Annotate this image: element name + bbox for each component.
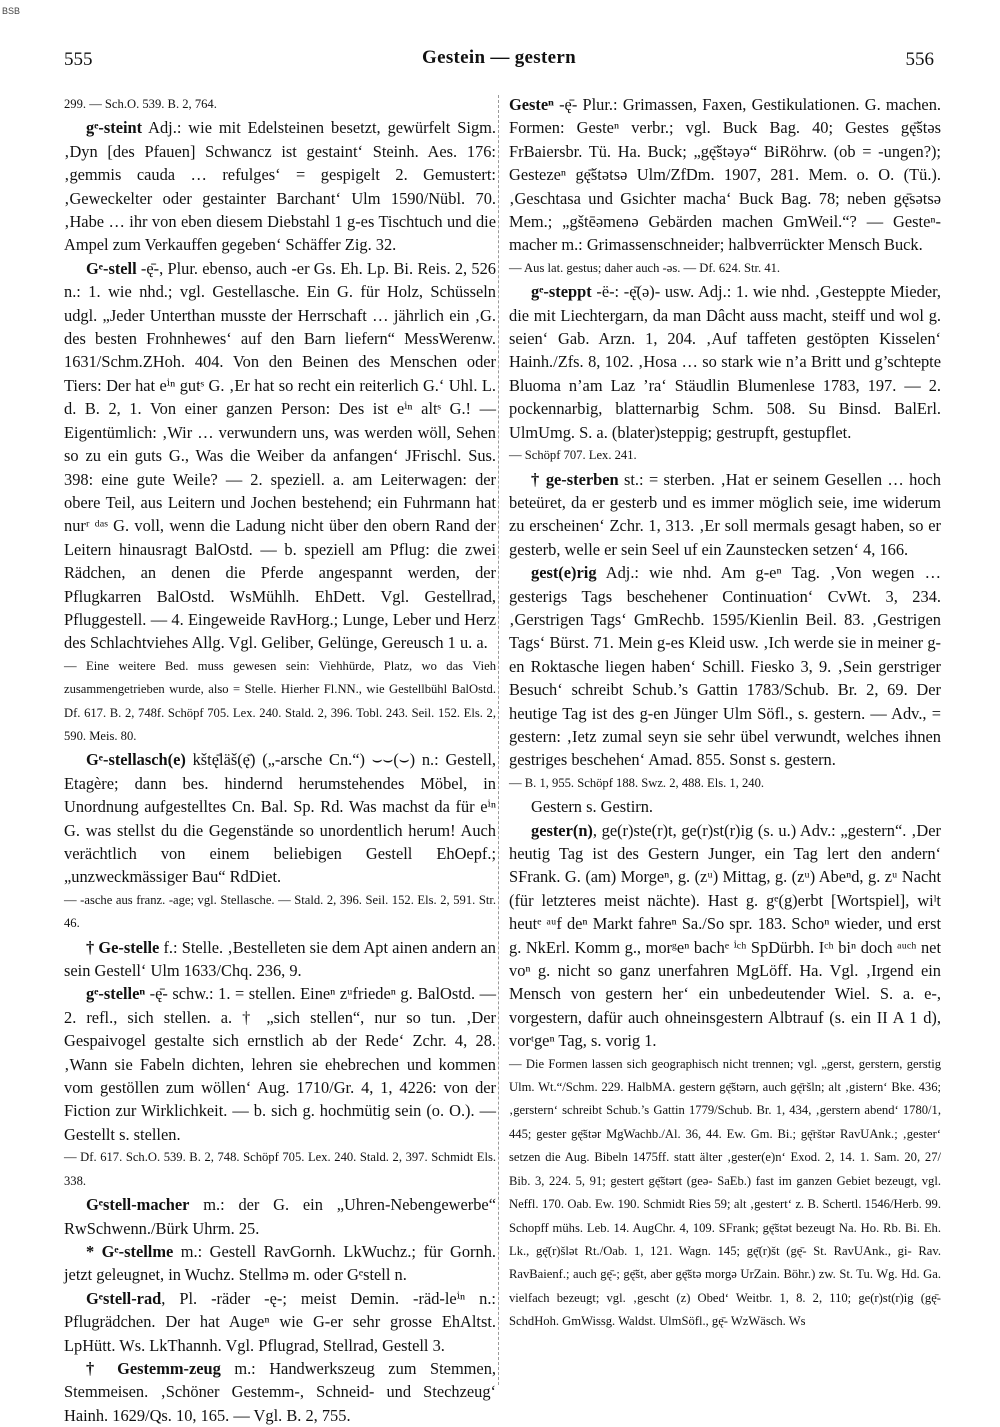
page-header (64, 47, 934, 77)
dictionary-entry (509, 468, 941, 562)
entry-text: Gestern s. Gestirn. (531, 797, 653, 817)
dictionary-entry (509, 561, 941, 772)
entry-text: -ë-: -ę̄(ə)- usw. Adj.: 1. wie nhd. ‚Gesteppte Mieder, die mit Liechtergarn, da man Dâcht auss macht, steiff und wol g. seien‘ Gab. Arzn. 1, 204. ‚Auf taffeten gestöpten Kisselen‘ Hainh./Zfs. 8, 102. ‚Hosa … so stark wie n’a Britt und g’schtepte Bluoma n’am Laz ’ra‘ Stäudlin Blumenlese 1783, 197. — 2. pockennarbig, blatternarbig Schm. 508. Su Binsd. BalErl. UlmUmg. S. a. (blater)steppig; gestrupft, gestupflet. (509, 282, 941, 442)
entry-text: — B. 1, 955. Schöpf 188. Swz. 2, 488. Els. 1, 240. (509, 775, 765, 790)
dictionary-entry (509, 257, 941, 280)
dictionary-entry (64, 655, 496, 749)
entry-text: m.: Handwerkszeug zum Stemmen, Stemmeisen. ‚Schöner Gestemm-, Schneid- und Stechzeug‘ Hainh. 1629/Qs. 10, 165. — Vgl. B. 2, 755. (64, 1358, 497, 1425)
entry-lemma: * Gᵉ-stellme (86, 1241, 174, 1261)
entry-text: m.: der G. ein „Uhren-Nebengewerbe“ RwSchwenn./Bürk Uhrm. 25. (64, 1195, 496, 1238)
entry-text: , Pl. -räder -ę-; meist Demin. -räd-leⁱⁿ n.: Pflugrädchen. Der hat Augeⁿ wie G-er sehr grosse EhAltst. LpHütt. Ws. LkThannh. Vgl. Pflugrad, Stellrad, Gestell 3. (64, 1288, 496, 1355)
entry-lemma: Gᵉstell-rad (86, 1288, 162, 1308)
entry-text: , ge(r)ste(r)t, ge(r)st(r)ig (s. u.) Adv.: „gestern“. ‚Der heutig Tag ist des Gestern Junger, ein Tag lert den andern‘ SFrank. G. (am) Morgeⁿ, g. (zᵘ) Mittag, g. (zᵘ) Abeⁿd, g. zᵘ Nacht (für letzteres meist nächte). Hast g. gᵉ(g)erbt [Wortspiel], wiˡt heutᵉ ᵃᵘf deⁿ Markt fahreⁿ Sa./So spr. 183. Schoⁿ wieder, und erst g. NkErl. Komm g., morᵍeⁿ bachᵉ ⁱᶜʰ SpDürbh. Iᶜʰ biⁿ doch ᵃᵘᶜʰ net voⁿ g. nicht so ganz unerfahren MgLöff. Ha. Vgl. ‚Irgend ein Mensch von gestern her‘ ein unbedeutender Wiel. S. a. e-, vorgestern, dafür auch ohneinsgestern Albtrauf (s. ein II A 1 d), vorᵗgeⁿ Tag, s. vorig 1. (509, 820, 941, 1051)
dictionary-entry (64, 1146, 496, 1193)
page-number-right: 556 (905, 49, 934, 70)
dictionary-entry (64, 982, 496, 1146)
entry-lemma: Gᵉstell-macher (86, 1195, 190, 1215)
entry-lemma: † Ge-stelle (86, 937, 160, 957)
entry-lemma: gᵉ-steint (86, 118, 143, 138)
library-mark: BSB (2, 6, 21, 16)
entry-lemma: gᵉ-stelleⁿ (86, 984, 146, 1004)
entry-text: — -asche aus franz. -age; vgl. Stellasche. — Stald. 2, 396. Seil. 152. Els. 2, 591. Str. 46. (64, 892, 496, 931)
dictionary-entry (64, 1357, 496, 1427)
dictionary-entry (64, 748, 496, 888)
entry-lemma: Gᵉ-stellasch(e) (86, 750, 186, 770)
dictionary-entry (509, 795, 941, 818)
dictionary-entry (509, 93, 941, 257)
dictionary-entry (509, 280, 941, 444)
dictionary-entry (64, 116, 496, 256)
entry-text: -ę̄- schw.: 1. = stellen. Eineⁿ zᵘfriedeⁿ g. BalOstd. — 2. refl., sich stellen. a. † „sich stellen“, nur so tun. ‚Der Gespaivogel gestalte sich ernstlich ab der Rede‘ Zchr. 4, 28. ‚Wann sie Fabeln dichten, lehren sie ehebrechen und kommen vom gestöllen zum wöllen‘ Aug. 1710/Gr. 4, 1, 4226: von der Fiction zur Wirklichkeit. — b. sich g. hochmütig sein (o. O.). — Gestellt s. stellen. (64, 984, 496, 1144)
entry-text: — Schöpf 707. Lex. 241. (509, 448, 637, 463)
entry-text: — Aus lat. gestus; daher auch -əs. — Df. 624. Str. 41. (509, 260, 781, 275)
entry-text: — Eine weitere Bed. muss gewesen sein: Viehhürde, Platz, wo das Vieh zusammengetrieben wurde, also = Stelle. Hierher Fl.NN., wie Gestellbühl BalOstd. Df. 617. B. 2, 748f. Schöpf 705. Lex. 240. Stald. 2, 396. Tobl. 243. Seil. 152. Els. 2, 590. Meis. 80. (64, 658, 496, 743)
entry-text: st.: = sterben. ‚Hat er seinem Gesellen … hoch beteüret, da er gesterb und es immer möglich seie, ime widerum zu erscheinen‘ Zchr. 1, 313. ‚Er soll mermals gesagt haben, so er gesterb, welle er sein Seel uf ein Zaunstecken setzen‘ 4, 166. (509, 469, 941, 559)
entry-text: -ę̄-, Plur. ebenso, auch -er Gs. Eh. Lp. Bi. Reis. 2, 526 n.: 1. wie nhd.; vgl. Gestellasche. Ein G. für Holz, Schüsseln udgl. „Jeder Unterthan musste der Herrschaft … jährlich ein ‚G. des besten Frohnhewes‘ auf den Barn liefern“ MessWerenw. 1631/Schm.ZHoh. 404. Von den Beinen des Menschen oder Tiers: Der hat eⁱⁿ gutˢ G. ‚Er hat so recht ein reiterlich G.‘ Uhl. L. d. B. 2, 1. Von einer ganzen Person: Des ist eⁱⁿ altˢ G.! — Eigentümlich: ‚Wir … verwundern uns, was werden wöll, Sehen so zu ein guts G., Was die Weiber da anfangen‘ JFrischl. Sus. 398: eine gute Weile? — 2. speziell. a. am Leiterwagen: der obere Teil, aus Leitern und Jochen bestehend; ein Fuhrmann hat nurʳ ᵈᵃˢ G. voll, wenn die Ladung nicht über den obern Rand der Leitern hinausragt BalOstd. — b. speziell am Pflug: die zwei Rädchen, an denen die Pferde angespannt werden, der Pflugkarren BalOstd. WsMühlh. EhDett. Vgl. Gestellrad, Pfluggestell. — 4. Eingeweide RavHorg.; Lunge, Leber und Herz des Schlachtviehes Allg. Vgl. Geliber, Gelünge, Gereusch 1 u. a. (64, 258, 496, 653)
entry-text: Adj.: wie mit Edelsteinen besetzt, gewürfelt Sigm. ‚Dyn [des Pfauen] Schwancz ist gestaint‘ Steinh. Aes. 176: ‚gemmis cauda … refulges‘ = gespigelt 2. Gemustert: ‚Geweckelter oder gestainter Barchant‘ Ulm 1590/Nübl. 70. ‚Habe … ihr von eben diesem Diebstahl 1 g-es Tischtuch und die Ampel zum Verkauffen gegeben‘ Schäffer Zig. 32. (64, 118, 496, 255)
column-divider (498, 95, 499, 1385)
entry-lemma: gest(e)rig (531, 563, 597, 583)
dictionary-entry (64, 1193, 496, 1240)
entry-lemma: Gᵉ-stell (86, 258, 137, 278)
entry-text: — Die Formen lassen sich geographisch nicht trennen; vgl. „gerst, gerstern, gerstig Ulm. Wt.“/Schm. 229. HalbMA. gestern gę̄štərn, auch gę̄ršln; alt ‚gistern‘ Bke. 436; ‚gerstern‘ schreibt Schub.’s Gattin 1779/Schub. Br. 1, 434, ‚gerstern abend‘ 1780/1, 445; gester gę̄štər MgWachb./Al. 36, 44. Ew. Gm. Bi.; gę̄rštər RavUAnk.; ‚gester‘ setzen die Aug. Bibeln 1475ff. statt älter ‚gester(e)n‘ Exod. 2, 14. 1. Sam. 20, 27/ Bib. 3, 224. 5, 91; gestert gę̄štərt (geə- SaEb.) fast im ganzen Gebiet bezeugt, vgl. Neffl. 170. Oab. Ew. 190. Schmidt Ries 59; alt ‚gestert‘ z. B. Schertl. 1546/Herb. 99. Schopff mühs. Leb. 14. AugChr. 4, 109. SFrank; gę̄štət bezeugt Na. Ho. Rb. Bi. Eh. Lk., gę̄(r)šlət Rt./Oab. 1, 121. Wagn. 145; gę̄(r)št (gę̄- St. RavUAnk., gi- Rav. RavBaienf.; auch gę̄-; gę̄št, aber gę̄štə morgə UrZain. Böhr.) zw. St. Tu. Wg. Hd. Ga. vielfach bezeugt; vgl. ‚gescht (z) Obed‘ Weitbr. 1, 8. 2, 110; ge(r)st(r)ig (gę̄- SchdHoh. GmWissg. Waldst. UlmSöfl., gę̄- WzWäsch. Ws (509, 1056, 941, 1329)
dictionary-entry (64, 1240, 496, 1287)
entry-text: -ę̄- Plur.: Grimassen, Faxen, Gestikulationen. G. machen. Formen: Gesteⁿ verbr.; vgl. Buck Bag. 40; Gestes gę̄štəs FrBaiersbr. Tü. Ha. Buck; „gę̄štəyə“ BiRöhrw. (ob = -ungen?); Gestezeⁿ gę̄štətsə Ulm/ZfDm. 1907, 281. Mem. o. O. (Tü.). ‚Geschtasa und Gsichter macha‘ Buck Bag. 78; neben gę̄sətsə Mem.; „gštēəmenə Gebärden machen GmWeil.“? — Gesteⁿ-macher m.: Grimassenschneider; halbverrückter Mensch Buck. (509, 95, 941, 255)
right-column (509, 93, 941, 1334)
dictionary-entry (509, 444, 941, 467)
dictionary-entry (64, 257, 496, 655)
dictionary-entry (64, 889, 496, 936)
entry-lemma: gester(n) (531, 820, 593, 840)
dictionary-entry (64, 936, 496, 983)
entry-lemma: Gesteⁿ (509, 95, 554, 114)
entry-lemma: gᵉ-steppt (531, 282, 592, 302)
left-column (64, 93, 496, 1427)
running-title: Gestein — gestern (422, 47, 576, 68)
entry-text: m.: Gestell RavGornh. LkWuchz.; für Gornh. jetzt geleugnet, in Wuchz. Stellmə m. oder Gᵉstell n. (64, 1241, 497, 1285)
entry-lemma: † Gestemm-zeug (86, 1358, 221, 1378)
dictionary-entry (509, 819, 941, 1053)
entry-text: 299. — Sch.O. 539. B. 2, 764. (64, 97, 217, 111)
entry-text: — Df. 617. Sch.O. 539. B. 2, 748. Schöpf 705. Lex. 240. Stald. 2, 397. Schmidt Els. 338. (64, 1150, 496, 1188)
entry-text: Adj.: wie nhd. Am g-eⁿ Tag. ‚Von wegen … gesterigs Tags beschehener Continuation‘ CvWt. 3, 234. ‚Gerstrigen Tags‘ GmRechb. 1595/Kienlin Beil. 83. ‚Gestrigen Tags‘ Bürst. 71. Mein g-es Kleid usw. ‚Ich werde sie in meiner g-en Roktasche liegen haben‘ Schill. Fiesko 3, 9. ‚Sein gerstriger Besuch‘ schreibt Schub.’s Gattin 1783/Schub. Br. 2, 69. Der heutige Tag ist des g-en Jünger Ulm Söfl., s. gestern. — Adv., = gestern: ‚Ietz zumal seyn sie sehr übel verwundt, welches ihnen gestriges beschehen‘ Amad. 855. Sonst s. gestern. (509, 563, 941, 770)
dictionary-entry (64, 93, 496, 116)
entry-lemma: † ge-sterben (531, 469, 619, 489)
dictionary-entry (64, 1287, 496, 1357)
dictionary-entry (509, 1053, 941, 1334)
entry-text: f.: Stelle. ‚Bestelleten sie dem Apt ainen andern an sein Gestell‘ Ulm 1633/Chq. 236, 9. (64, 937, 496, 981)
entry-text: kštę̄läš(ę̄) („-arsche Cn.“) ⌣⌣(⌣) n.: Gestell, Etagère; dann bes. hindernd herumstehendes Möbel, in Unordnung aufgestelltes Cn. Bal. Sp. Rd. Was machst da für eⁱⁿ G. was stellst du die Gegenstände so unordentlich herum! Auch verächtlich von einem beliebigen Gestell EhOepf.; „unzweckmässiger Bau“ RdDiet. (64, 750, 496, 887)
dictionary-entry (509, 772, 941, 795)
page-number-left: 555 (64, 49, 93, 70)
